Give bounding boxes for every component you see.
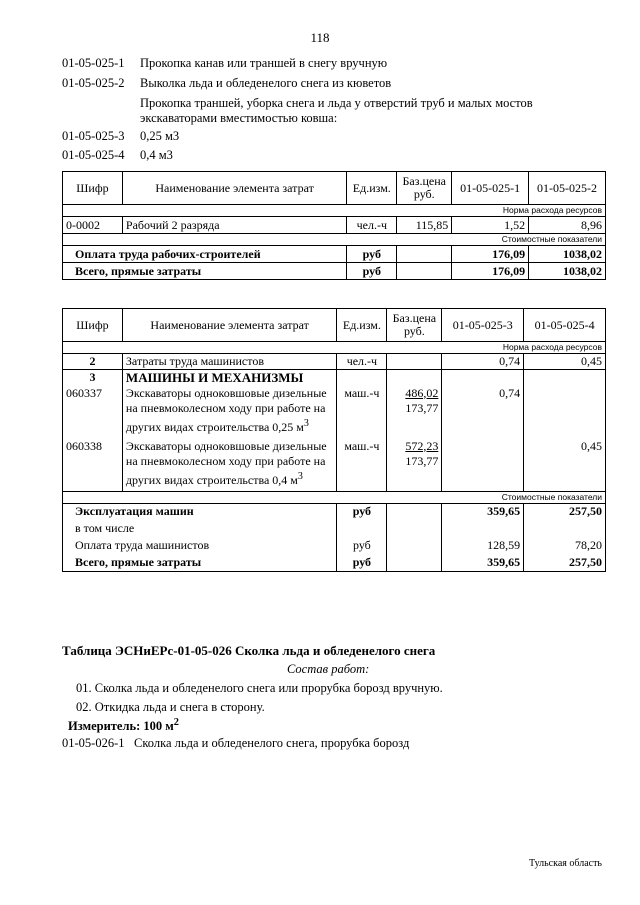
row-unit: чел.-ч — [347, 217, 397, 234]
intro-code: 01-05-025-1 — [62, 56, 125, 70]
machine-name — [122, 386, 336, 439]
header-unit: Ед.изм. — [337, 309, 387, 342]
cost-label: Стоимостные показатели — [63, 491, 606, 503]
total-unit: руб — [347, 246, 397, 263]
resource-table-1 — [62, 171, 606, 280]
total-unit: руб — [337, 554, 387, 571]
row-unit: чел.-ч — [337, 354, 387, 370]
machine-price-main: 572,23 — [405, 438, 439, 453]
intro-text: Прокопка канав или траншей в снегу вручную — [140, 56, 388, 70]
header-code: Шифр — [63, 309, 123, 342]
header-col1: 01-05-025-3 — [442, 309, 524, 342]
row-name: Рабочий 2 разряда — [122, 217, 346, 234]
last-line-text: Сколка льда и обледенелого снега, прорубка борозд — [134, 736, 410, 750]
machine-unit: маш.-ч — [337, 439, 387, 492]
total-v2: 257,50 — [524, 503, 606, 520]
header-col2: 01-05-025-2 — [529, 172, 606, 205]
measure-text: Измеритель: 100 м — [68, 719, 174, 734]
total-v1: 128,59 — [442, 537, 524, 554]
footer-region: Тульская область — [528, 858, 602, 869]
table-row — [63, 354, 606, 370]
resource-table-2 — [62, 308, 606, 572]
intro-line: экскаваторами вместимостью ковша: — [140, 111, 338, 125]
row-v2: 0,45 — [524, 354, 606, 370]
total-v2: 78,20 — [524, 537, 606, 554]
header-col1: 01-05-025-1 — [452, 172, 529, 205]
machine-price — [387, 439, 442, 492]
machine-v2: 0,45 — [524, 439, 606, 492]
work-item: 01. Сколка льда и обледенелого снега или прорубка борозд вручную. — [76, 681, 443, 695]
total-name: Всего, прямые затраты — [63, 263, 347, 280]
total-v1: 359,65 — [442, 503, 524, 520]
intro-text: Выколка льда и обледенелого снега из кюветов — [140, 76, 392, 90]
intro-line — [62, 56, 387, 71]
row-name: Затраты труда машинистов — [122, 354, 336, 370]
machine-v1: 0,74 — [442, 386, 524, 439]
machine-name-text: Экскаваторы одноковшовые дизельные на пневмоколесном ходу при работе на других видах строительства 0,4 м — [125, 438, 327, 487]
total-v1: 176,09 — [452, 246, 529, 263]
header-name: Наименование элемента затрат — [122, 309, 336, 342]
row-code: 2 — [63, 354, 123, 370]
intro-line: Прокопка траншей, уборка снега и льда у отверстий труб и малых мостов — [140, 96, 533, 110]
header-unit: Ед.изм. — [347, 172, 397, 205]
total-v2: 257,50 — [524, 554, 606, 571]
table-row — [63, 217, 606, 234]
total-row — [63, 520, 606, 537]
intro-text: 0,25 м3 — [140, 129, 180, 143]
intro-code: 01-05-025-3 — [62, 129, 125, 143]
total-name: Оплата труда рабочих-строителей — [63, 246, 347, 263]
total-name: Эксплуатация машин — [63, 503, 337, 520]
total-unit: руб — [337, 503, 387, 520]
intro-line — [62, 76, 391, 91]
total-name: Оплата труда машинистов — [63, 537, 337, 554]
machine-price-labor: 173,77 — [405, 453, 439, 468]
intro-text: 0,4 м3 — [140, 148, 173, 162]
section-title: МАШИНЫ И МЕХАНИЗМЫ — [122, 370, 336, 386]
table-header — [63, 309, 606, 342]
header-price: Баз.цена руб. — [387, 309, 442, 342]
header-price: Баз.цена руб. — [397, 172, 452, 205]
table-title: Таблица ЭСНиЕРс-01-05-026 Сколка льда и обледенелого снега — [62, 643, 436, 658]
table-header — [63, 172, 606, 205]
total-v2: 1038,02 — [529, 263, 606, 280]
table-row — [63, 386, 606, 439]
row-v1: 1,52 — [452, 217, 529, 234]
header-col2: 01-05-025-4 — [524, 309, 606, 342]
intro-code: 01-05-025-4 — [62, 148, 125, 162]
row-code: 0-0002 — [63, 217, 123, 234]
section-code: 3 — [63, 370, 123, 386]
total-v1: 359,65 — [442, 554, 524, 571]
total-row — [63, 503, 606, 520]
header-code: Шифр — [63, 172, 123, 205]
machine-name-sup: 3 — [297, 470, 303, 482]
machine-name — [122, 439, 336, 492]
machine-v1 — [442, 439, 524, 492]
machine-unit: маш.-ч — [337, 386, 387, 439]
machine-price-main: 486,02 — [405, 385, 439, 400]
total-row — [63, 554, 606, 571]
intro-line — [62, 148, 173, 163]
machine-v2 — [524, 386, 606, 439]
section-row — [63, 370, 606, 386]
row-v1: 0,74 — [442, 354, 524, 370]
row-v2: 8,96 — [529, 217, 606, 234]
total-v2 — [524, 520, 606, 537]
total-name: Всего, прямые затраты — [63, 554, 337, 571]
norm-label: Норма расхода ресурсов — [63, 205, 606, 217]
total-v1: 176,09 — [452, 263, 529, 280]
header-name: Наименование элемента затрат — [122, 172, 346, 205]
total-unit: руб — [347, 263, 397, 280]
machine-name-sup: 3 — [303, 417, 309, 429]
measure-sup: 2 — [173, 717, 179, 728]
work-item: 02. Откидка льда и снега в сторону. — [76, 700, 265, 714]
total-unit: руб — [337, 537, 387, 554]
row-price: 115,85 — [397, 217, 452, 234]
total-row — [63, 246, 606, 263]
total-v1 — [442, 520, 524, 537]
total-v2: 1038,02 — [529, 246, 606, 263]
page-number: 118 — [310, 30, 330, 45]
total-row — [63, 263, 606, 280]
machine-code: 060338 — [63, 439, 123, 492]
machine-code: 060337 — [63, 386, 123, 439]
total-name: в том числе — [63, 520, 337, 537]
norm-label: Норма расхода ресурсов — [63, 342, 606, 354]
machine-price — [387, 386, 442, 439]
intro-code: 01-05-025-2 — [62, 76, 125, 90]
total-unit — [337, 520, 387, 537]
machine-name-text: Экскаваторы одноковшовые дизельные на пневмоколесном ходу при работе на других видах строительства 0,25 м — [125, 385, 327, 434]
intro-line — [62, 129, 179, 144]
last-line — [62, 736, 409, 751]
cost-label: Стоимостные показатели — [63, 234, 606, 246]
total-row — [63, 537, 606, 554]
last-line-code: 01-05-026-1 — [62, 736, 125, 750]
machine-price-labor: 173,77 — [405, 400, 439, 415]
measure — [68, 717, 179, 734]
work-heading: Состав работ: — [287, 662, 370, 676]
table-row — [63, 439, 606, 492]
